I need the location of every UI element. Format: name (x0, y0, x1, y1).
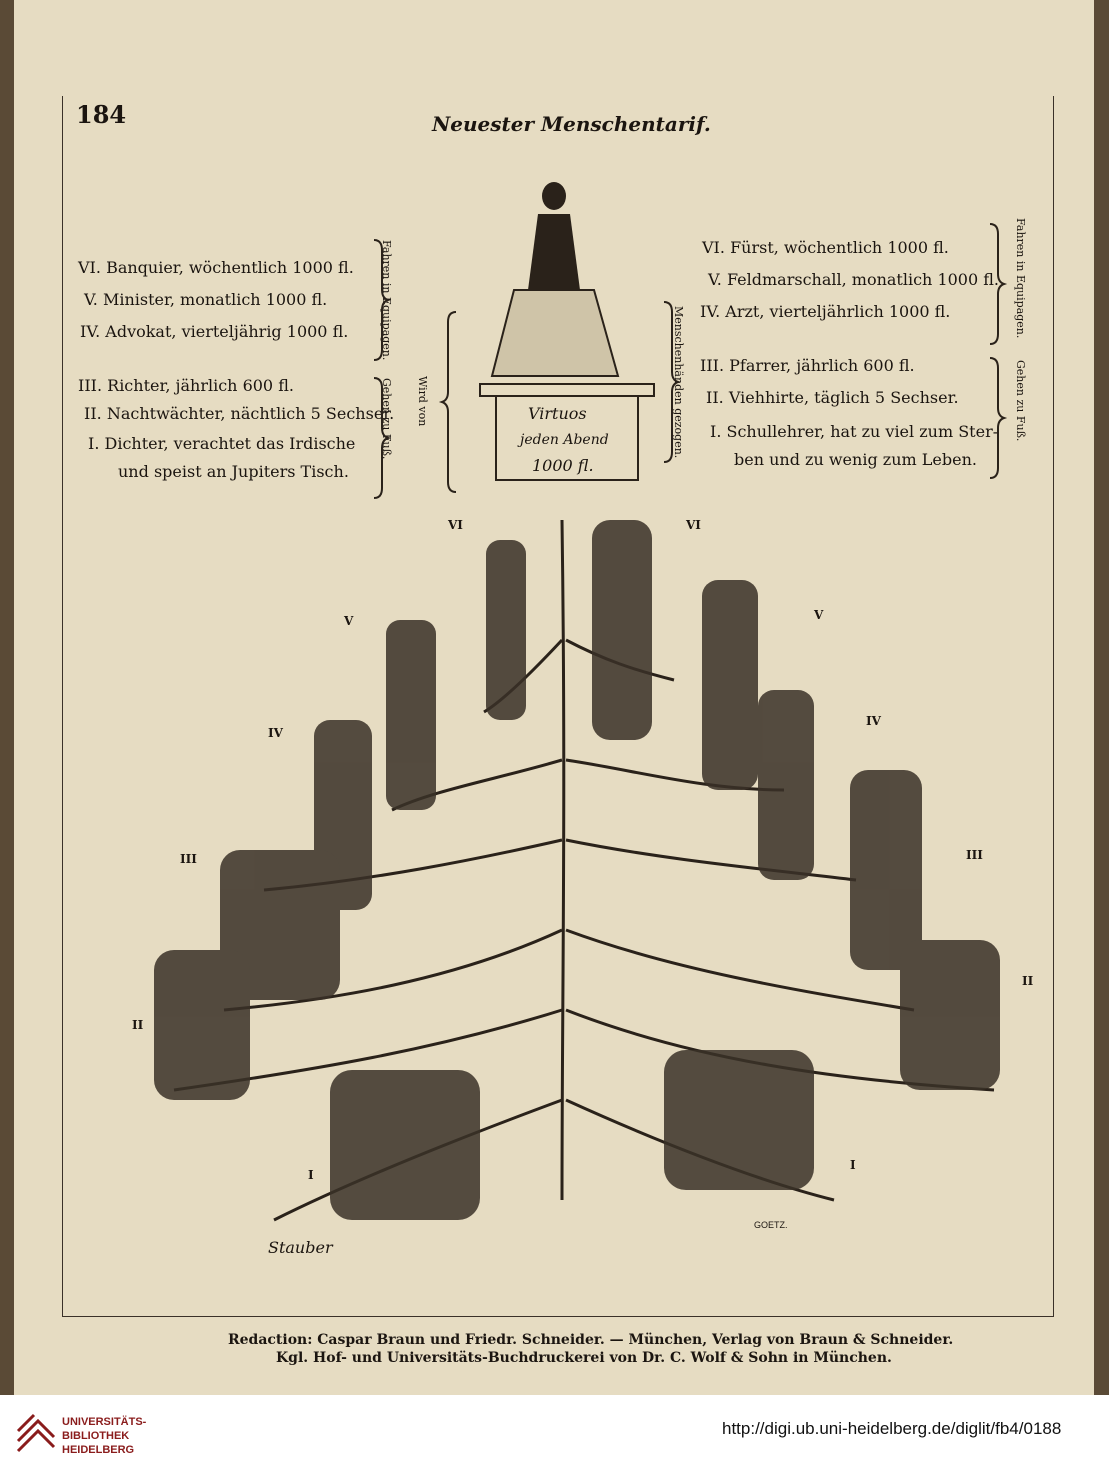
figure-silhouettes (154, 520, 1000, 1220)
artist-signature: Stauber (268, 1238, 333, 1257)
right-item: V. Feldmarschall, monatlich 1000 fl. (708, 270, 999, 289)
right-item: VI. Fürst, wöchentlich 1000 fl. (702, 238, 949, 257)
tier-label-right-i: I (850, 1158, 856, 1172)
sign-line-3: 1000 fl. (532, 456, 594, 475)
tier-label-right-ii: II (1022, 974, 1034, 988)
bracket-label-left-bottom: Gehen zu Fuß. (380, 378, 393, 460)
bracket-label-center-left: Wird von (416, 376, 429, 427)
tier-label-right-iii: III (966, 848, 983, 862)
sign-line-1: Virtuos (528, 404, 587, 423)
brace-center-right (664, 302, 678, 462)
bracket-label-right-bottom: Gehen zu Fuß. (1014, 360, 1027, 442)
right-item: IV. Arzt, vierteljährlich 1000 fl. (700, 302, 951, 321)
source-url[interactable]: http://digi.ub.uni-heidelberg.de/diglit/fb4/0188 (722, 1419, 1062, 1438)
tier-label-left-ii: II (132, 1018, 144, 1032)
engraver-signature: GOETZ. (754, 1220, 788, 1230)
dancer-figure (492, 182, 618, 376)
library-name: UNIVERSITÄTS- BIBLIOTHEK HEIDELBERG (62, 1416, 147, 1456)
tree-illustration (14, 0, 1094, 1395)
left-item: V. Minister, monatlich 1000 fl. (84, 290, 328, 309)
page-number: 184 (76, 100, 127, 129)
left-item: VI. Banquier, wöchentlich 1000 fl. (78, 258, 354, 277)
right-item: ben und zu wenig zum Leben. (734, 450, 977, 469)
brace-center-left (442, 312, 456, 492)
tier-label-right-iv: IV (866, 714, 881, 728)
left-item: II. Nachtwächter, nächtlich 5 Sechser. (84, 404, 395, 423)
tier-label-left-vi: VI (448, 518, 463, 532)
library-logo-icon (14, 1411, 58, 1455)
tier-label-right-v: V (814, 608, 824, 622)
tier-label-left-i: I (308, 1168, 314, 1182)
left-item: I. Dichter, verachtet das Irdische (88, 434, 356, 453)
footer-line-2: Kgl. Hof- und Universitäts-Buchdruckerei von Dr. C. Wolf & Sohn in München. (276, 1350, 892, 1366)
right-item: II. Viehhirte, täglich 5 Sechser. (706, 388, 959, 407)
left-item: und speist an Jupiters Tisch. (118, 462, 349, 481)
tier-label-left-iii: III (180, 852, 197, 866)
brace-right-bottom (990, 358, 1004, 478)
left-item: IV. Advokat, vierteljährig 1000 fl. (80, 322, 349, 341)
bracket-label-right-top: Fahren in Equipagen. (1014, 218, 1027, 339)
viewer-bottom-bar (0, 1395, 1109, 1472)
footer-line-1: Redaction: Caspar Braun und Friedr. Schneider. — München, Verlag von Braun & Schneider. (228, 1332, 954, 1348)
tier-label-right-vi: VI (686, 518, 701, 532)
sign-line-2: jeden Abend (520, 432, 609, 448)
brace-left-top (374, 240, 388, 360)
brace-right-top (990, 224, 1004, 344)
bracket-label-center-right: Menschenhänden gezogen. (672, 306, 685, 459)
left-item: III. Richter, jährlich 600 fl. (78, 376, 294, 395)
tier-label-left-iv: IV (268, 726, 283, 740)
page-title: Neuester Menschentarif. (432, 112, 711, 136)
tier-label-left-v: V (344, 614, 354, 628)
right-item: III. Pfarrer, jährlich 600 fl. (700, 356, 915, 375)
scanned-page (14, 0, 1094, 1395)
brace-left-bottom (374, 378, 388, 498)
bracket-label-left-top: Fahren in Equipagen. (380, 240, 393, 361)
right-item: I. Schullehrer, hat zu viel zum Ster- (710, 422, 999, 441)
